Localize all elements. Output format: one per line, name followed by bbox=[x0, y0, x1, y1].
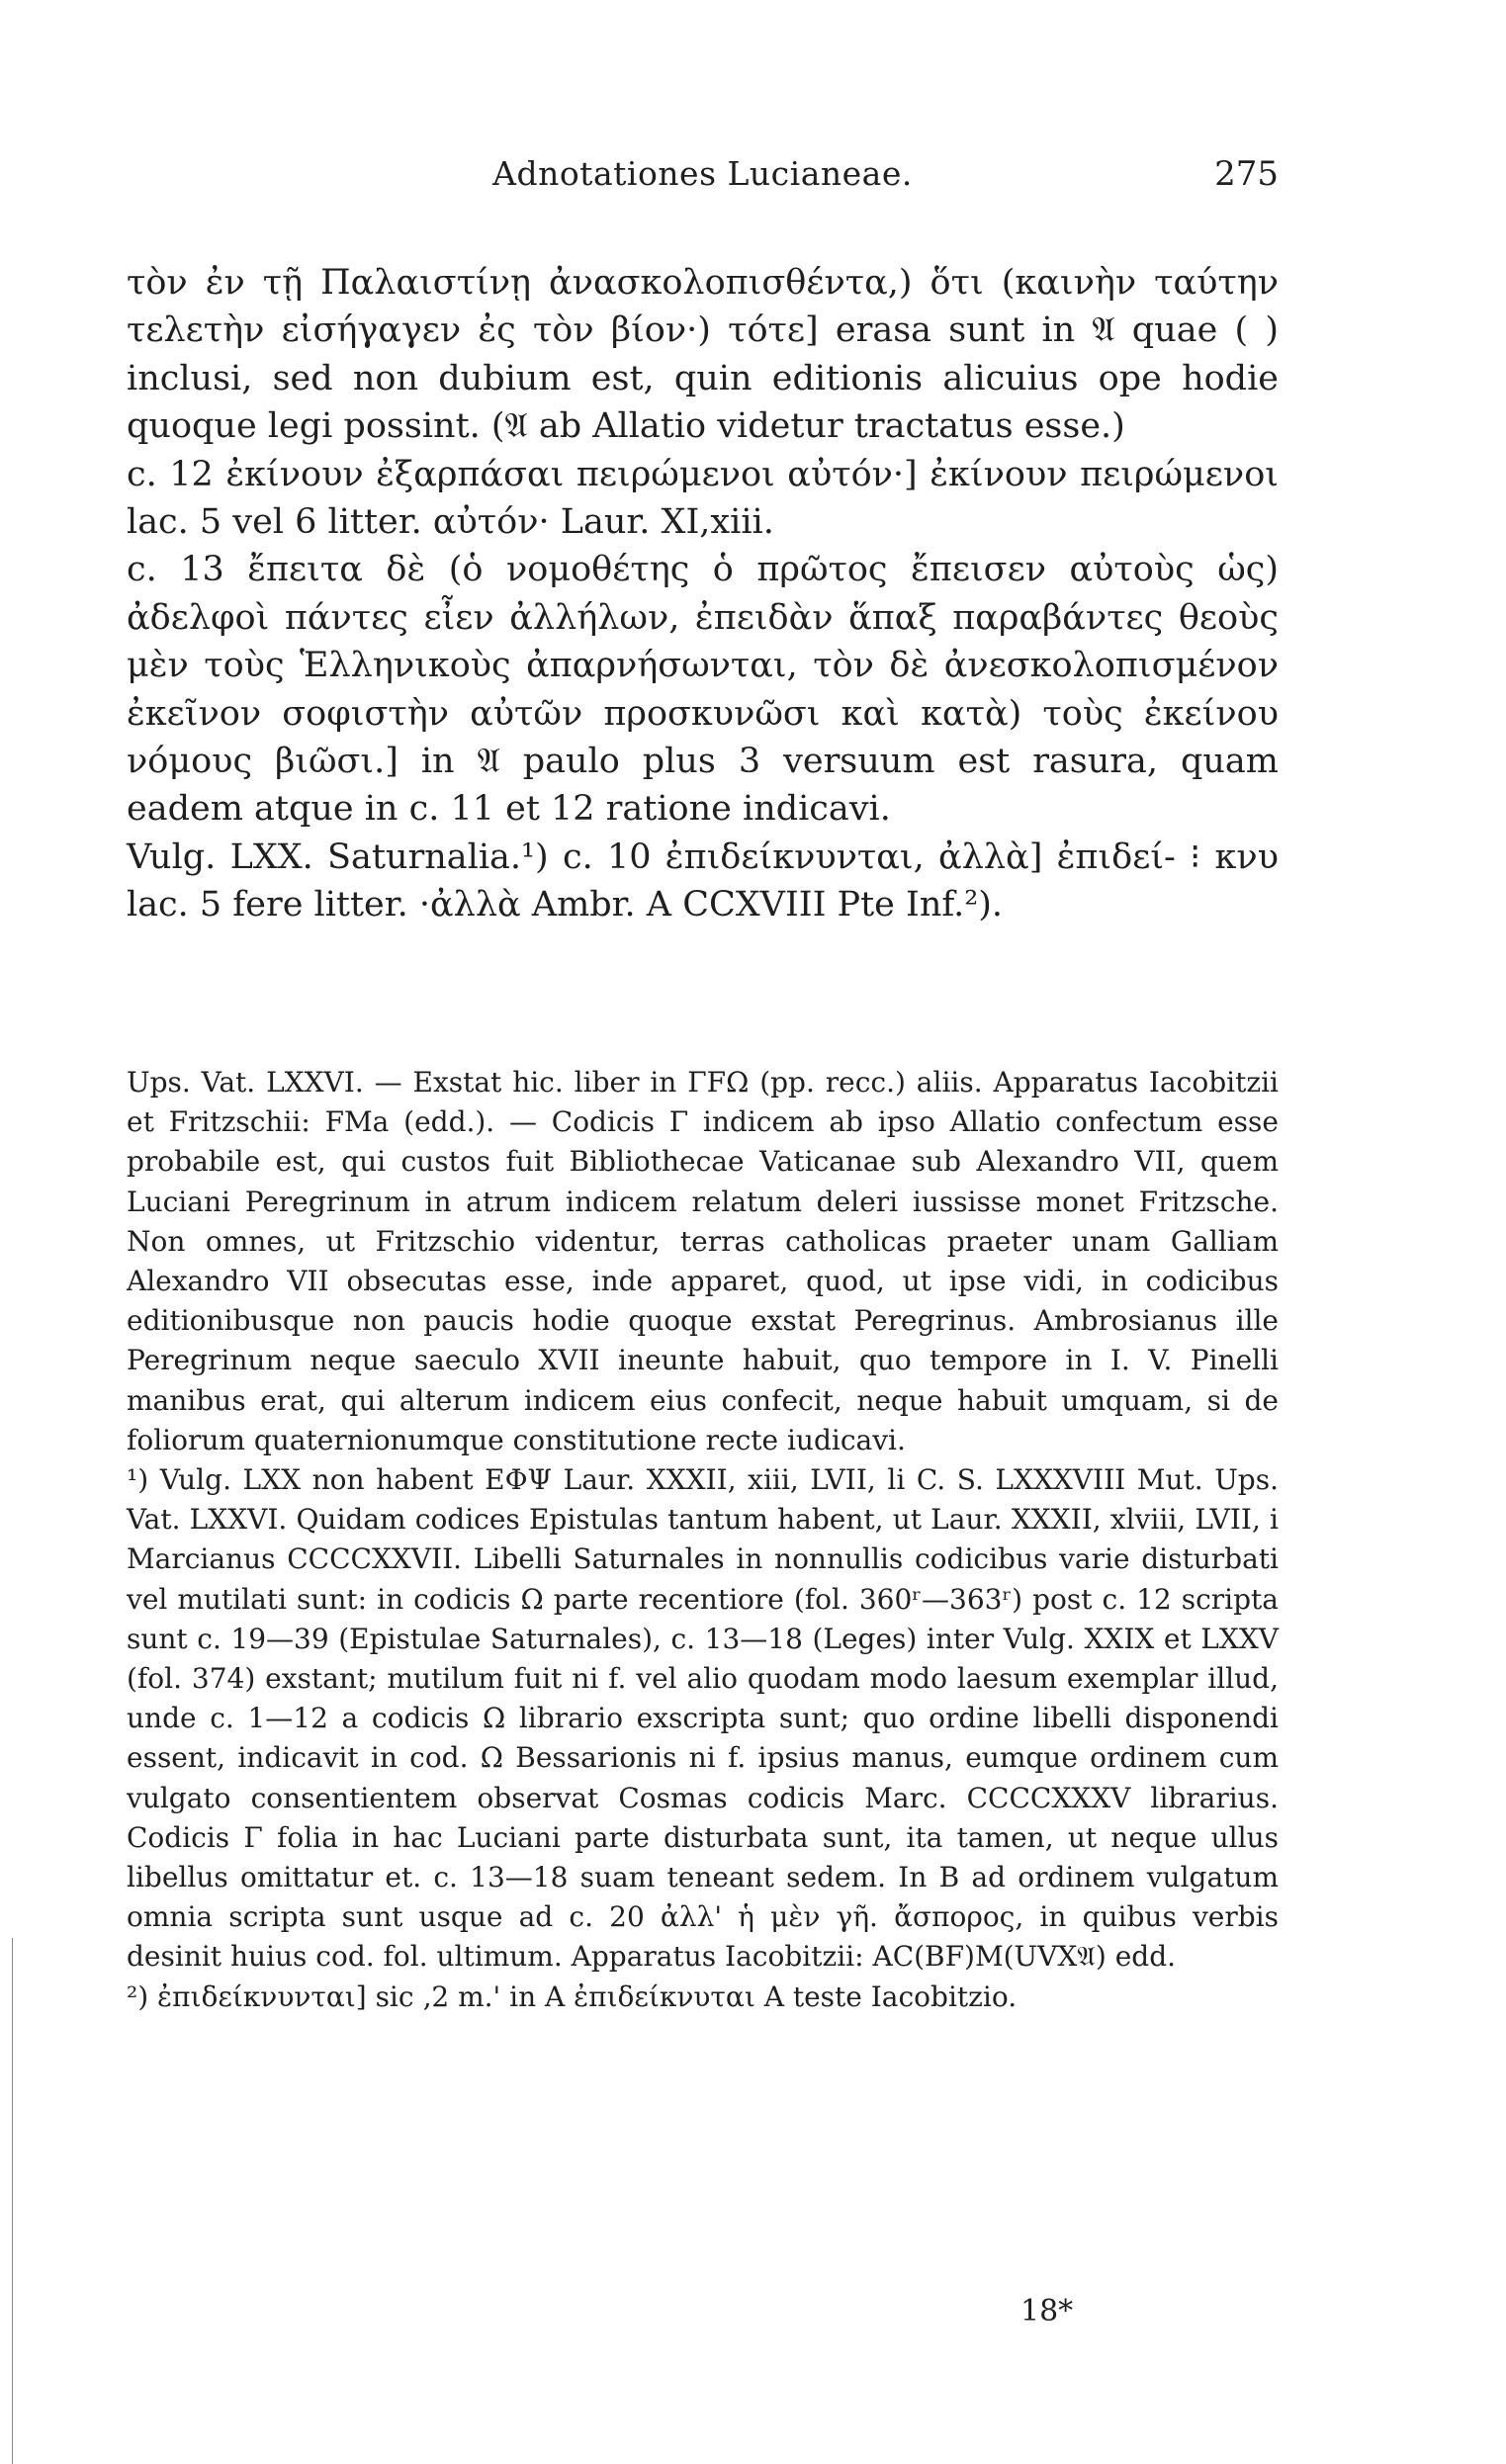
footnote-ups-vat: Ups. Vat. LXXVI. — Exstat hic. liber in ΓFΩ (pp. recc.) aliis. Apparatus Iacobitzii et Fritzschii: FMa (edd.). — Codicis Γ indicem ab ipso Allatio confectum esse probabile est, qui custos fuit Bibliothecae Vaticanae sub Alexandro VII, quem Luciani Peregrinum in atrum indicem relatum deleri iussisse monet Fritzsche. Non omnes, ut Fritzschio videntur, terras catholicas praeter unam Galliam Alexandro VII obsecutas esse, inde apparet, quod, ut ipse vidi, in codicibus editionibusque non paucis hodie quoque exstat Peregrinus. Ambrosianus ille Peregrinum neque saeculo XVII ineunte habuit, quo tempore in I. V. Pinelli manibus erat, qui alterum indicem eius confecit, neque habuit umquam, si de foliorum quaternionumque constitutione recte iudicavi. bbox=[127, 1066, 1279, 1456]
page-number: 275 bbox=[1214, 154, 1279, 194]
paragraph-c13: c. 13 ἔπειτα δὲ (ὁ νομοθέτης ὁ πρῶτος ἔπεισεν αὐτοὺς ὡς) ἀδελφοὶ πάντες εἶεν ἀλλήλων, ἐπειδὰν ἅπαξ παραβάντες θεοὺς μὲν τοὺς Ἑλληνικοὺς ἀπαρνήσωνται, τὸν δὲ ἀνεσκολοπισμένον ἐκεῖνον σοφιστὴν αὐτῶν προσκυνῶσι καὶ κατὰ) τοὺς ἐκείνου νόμους βιῶσι.] in 𝔄 paulo plus 3 versuum est rasura, quam eadem atque in c. 11 et 12 ratione indicavi. bbox=[127, 550, 1279, 830]
footnote-2: ²) ἐπιδείκνυνται] sic ‚2 m.' in A ἐπιδείκνυται A teste Iacobitzio. bbox=[127, 1980, 1018, 2013]
main-text bbox=[127, 259, 1279, 929]
paragraph-peregrinus-rasura: τὸν ἐν τῇ Παλαιστίνῃ ἀνασκολοπισθέντα,) ὅτι (καινὴν ταύτην τελετὴν εἰσήγαγεν ἐς τὸν βίον·) τότε] erasa sunt in 𝔄 quae ( ) inclusi, sed non dubium est, quin editionis alicuius ope hodie quoque legi possint. (𝔄 ab Allatio videtur tractatus esse.) bbox=[127, 263, 1279, 447]
running-head bbox=[127, 154, 1279, 204]
binding-edge-line bbox=[12, 1938, 13, 2464]
footnotes bbox=[127, 1063, 1279, 2017]
paragraph-saturnalia: Vulg. LXX. Saturnalia.¹) c. 10 ἐπιδείκνυνται, ἀλλὰ] ἐπιδεί- ⁝ κνυ lac. 5 fere litter. ·ἀλλὰ Ambr. A CCXVIII Pte Inf.²). bbox=[127, 836, 1279, 925]
signature-mark: 18* bbox=[1020, 2294, 1074, 2329]
running-title: Adnotationes Lucianeae. bbox=[492, 154, 913, 193]
footnote-1: ¹) Vulg. LXX non habent EΦΨ Laur. XXXII, xiii, LVII, li C. S. LXXXVIII Mut. Ups. Vat. LXXVI. Quidam codices Epistulas tantum habent, ut Laur. XXXII, xlviii, LVII, i Marcianus CCCCXXVII. Libelli Saturnales in nonnullis codicibus varie disturbati vel mutilati sunt: in codicis Ω parte recentiore (fol. 360ʳ—363ʳ) post c. 12 scripta sunt c. 19—39 (Epistulae Saturnales), c. 13—18 (Leges) inter Vulg. XXIX et LXXV (fol. 374) exstant; mutilum fuit ni f. vel alio quodam modo laesum exemplar illud, unde c. 1—12 a codicis Ω librario exscripta sunt; quo ordine libelli disponendi essent, indicavit in cod. Ω Bessarionis ni f. ipsius manus, eumque ordinem cum vulgato consentientem observat Cosmas codicis Marc. CCCCXXXV librarius. Codicis Γ folia in hac Luciani parte disturbata sunt, ita tamen, ut neque ullus libellus omittatur et. c. 13—18 suam teneant sedem. In B ad ordinem vulgatum omnia scripta sunt usque ad c. 20 ἀλλ' ἡ μὲν γῆ. ἄσπορος, in quibus verbis desinit huius cod. fol. ultimum. Apparatus Iacobitzii: AC(BF)M(UVX𝔄) edd. bbox=[127, 1463, 1279, 1974]
paragraph-c12: c. 12 ἐκίνουν ἐξαρπάσαι πειρώμενοι αὐτόν·] ἐκίνουν πειρώμενοι lac. 5 vel 6 litter. αὐτόν· Laur. XI,xiii. bbox=[127, 454, 1279, 543]
